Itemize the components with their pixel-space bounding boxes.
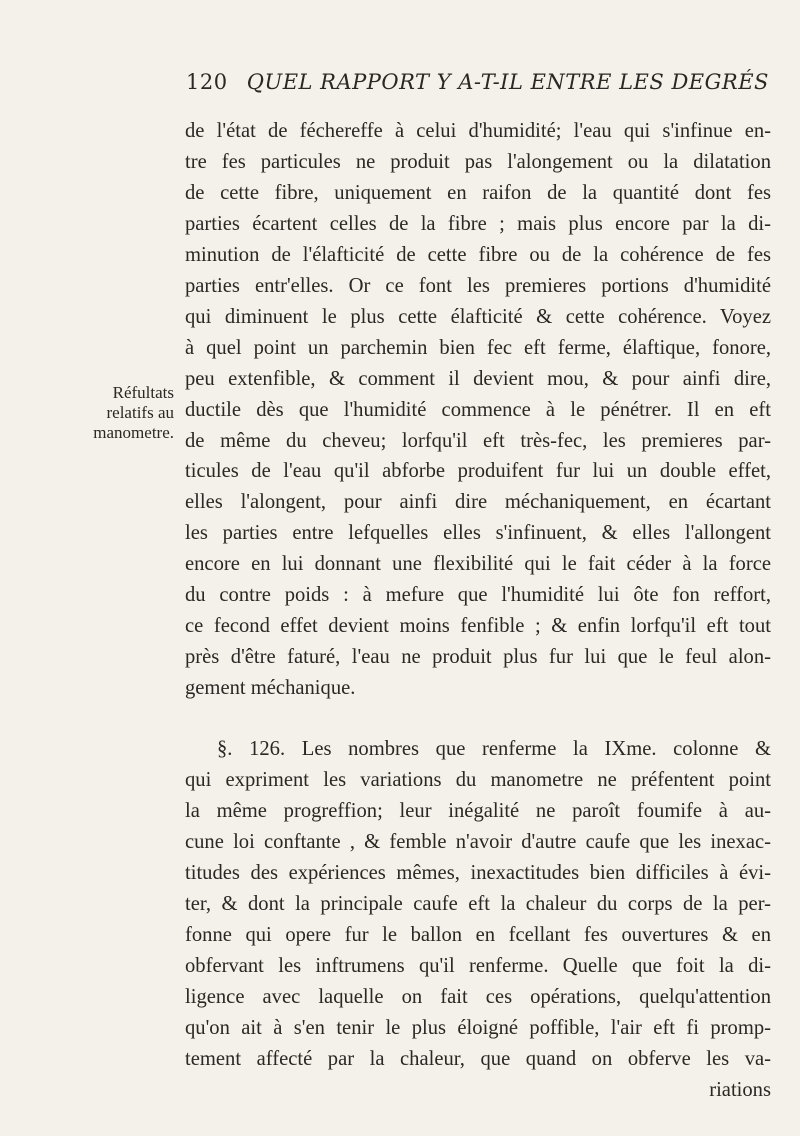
text-line: qui diminuent le plus cette élafticité & cette cohérence. Voyez bbox=[185, 305, 771, 328]
page-number: 120 bbox=[186, 70, 228, 94]
text-line: ce fecond effet devient moins fenfible ; & enfin lorfqu'il eft tout bbox=[185, 615, 771, 638]
catchword: riations bbox=[709, 1078, 771, 1101]
text-line: encore en lui donnant une flexibilité qui le fait céder à la force bbox=[185, 553, 771, 576]
text-line: de cette fibre, uniquement en raifon de la quantité dont fes bbox=[185, 181, 771, 204]
text-line: qui expriment les variations du manometre ne préfentent point bbox=[185, 769, 771, 792]
margin-note-line: manometre. bbox=[93, 423, 174, 442]
text-line: ticules de l'eau qu'il abforbe produifent fur lui un double effet, bbox=[185, 460, 771, 483]
text-line: près d'être faturé, l'eau ne produit plus fur lui que le feul alon- bbox=[185, 646, 771, 669]
text-line: parties entr'elles. Or ce font les premieres portions d'humidité bbox=[185, 274, 771, 297]
running-header bbox=[186, 70, 769, 94]
text-line: du contre poids : à mefure que l'humidité lui ôte fon reffort, bbox=[185, 584, 771, 607]
text-line: la même progreffion; leur inégalité ne paroît foumife à au- bbox=[185, 800, 771, 823]
text-line: elles l'alongent, pour ainfi dire méchaniquement, en écartant bbox=[185, 491, 771, 514]
paragraph-gap bbox=[185, 704, 771, 734]
text-line: obfervant les inftrumens qu'il renferme. Quelle que foit la di- bbox=[185, 954, 771, 977]
body-text bbox=[185, 116, 771, 1106]
text-line: tement affecté par la chaleur, que quand on obferve les va- bbox=[185, 1047, 771, 1070]
text-line: ductile dès que l'humidité commence à le pénétrer. Il en eft bbox=[185, 398, 771, 421]
text-line: tre fes particules ne produit pas l'alongement ou la dilatation bbox=[185, 150, 771, 173]
text-line: minution de l'élafticité de cette fibre ou de la cohérence de fes bbox=[185, 243, 771, 266]
text-line: peu extenfible, & comment il devient mou, & pour ainfi dire, bbox=[185, 367, 771, 390]
text-line: ter, & dont la principale caufe eft la chaleur du corps de la per- bbox=[185, 892, 771, 915]
text-line: §. 126. Les nombres que renferme la IXme. colonne & bbox=[217, 738, 771, 761]
text-line: de même du cheveu; lorfqu'il eft très-fec, les premieres par- bbox=[185, 429, 771, 452]
margin-note bbox=[6, 383, 174, 443]
text-line: ligence avec laquelle on fait ces opérations, quelqu'attention bbox=[185, 985, 771, 1008]
margin-note-line: Réfultats bbox=[112, 383, 174, 402]
text-line: à quel point un parchemin bien fec eft ferme, élaftique, fonore, bbox=[185, 336, 771, 359]
running-title: QUEL RAPPORT Y A-T-IL ENTRE LES DEGRÉS bbox=[246, 70, 769, 94]
text-line: qu'on ait à s'en tenir le plus éloigné poffible, l'air eft fi promp- bbox=[185, 1016, 771, 1039]
text-line: fonne qui opere fur le ballon en fcellant fes ouvertures & en bbox=[185, 923, 771, 946]
text-line: de l'état de féchereffe à celui d'humidité; l'eau qui s'infinue en- bbox=[185, 120, 771, 142]
paragraph-2 bbox=[185, 734, 771, 1105]
text-line: les parties entre lefquelles elles s'infinuent, & elles l'allongent bbox=[185, 522, 771, 545]
text-line: titudes des expériences mêmes, inexactitudes bien difficiles à évi- bbox=[185, 861, 771, 884]
paragraph-1 bbox=[185, 116, 771, 704]
text-line: gement méchanique. bbox=[185, 677, 356, 700]
margin-note-line: relatifs au bbox=[106, 403, 174, 422]
text-line: parties écartent celles de la fibre ; mais plus encore par la di- bbox=[185, 212, 771, 235]
text-line: cune loi conftante , & femble n'avoir d'autre caufe que les inexac- bbox=[185, 830, 771, 853]
